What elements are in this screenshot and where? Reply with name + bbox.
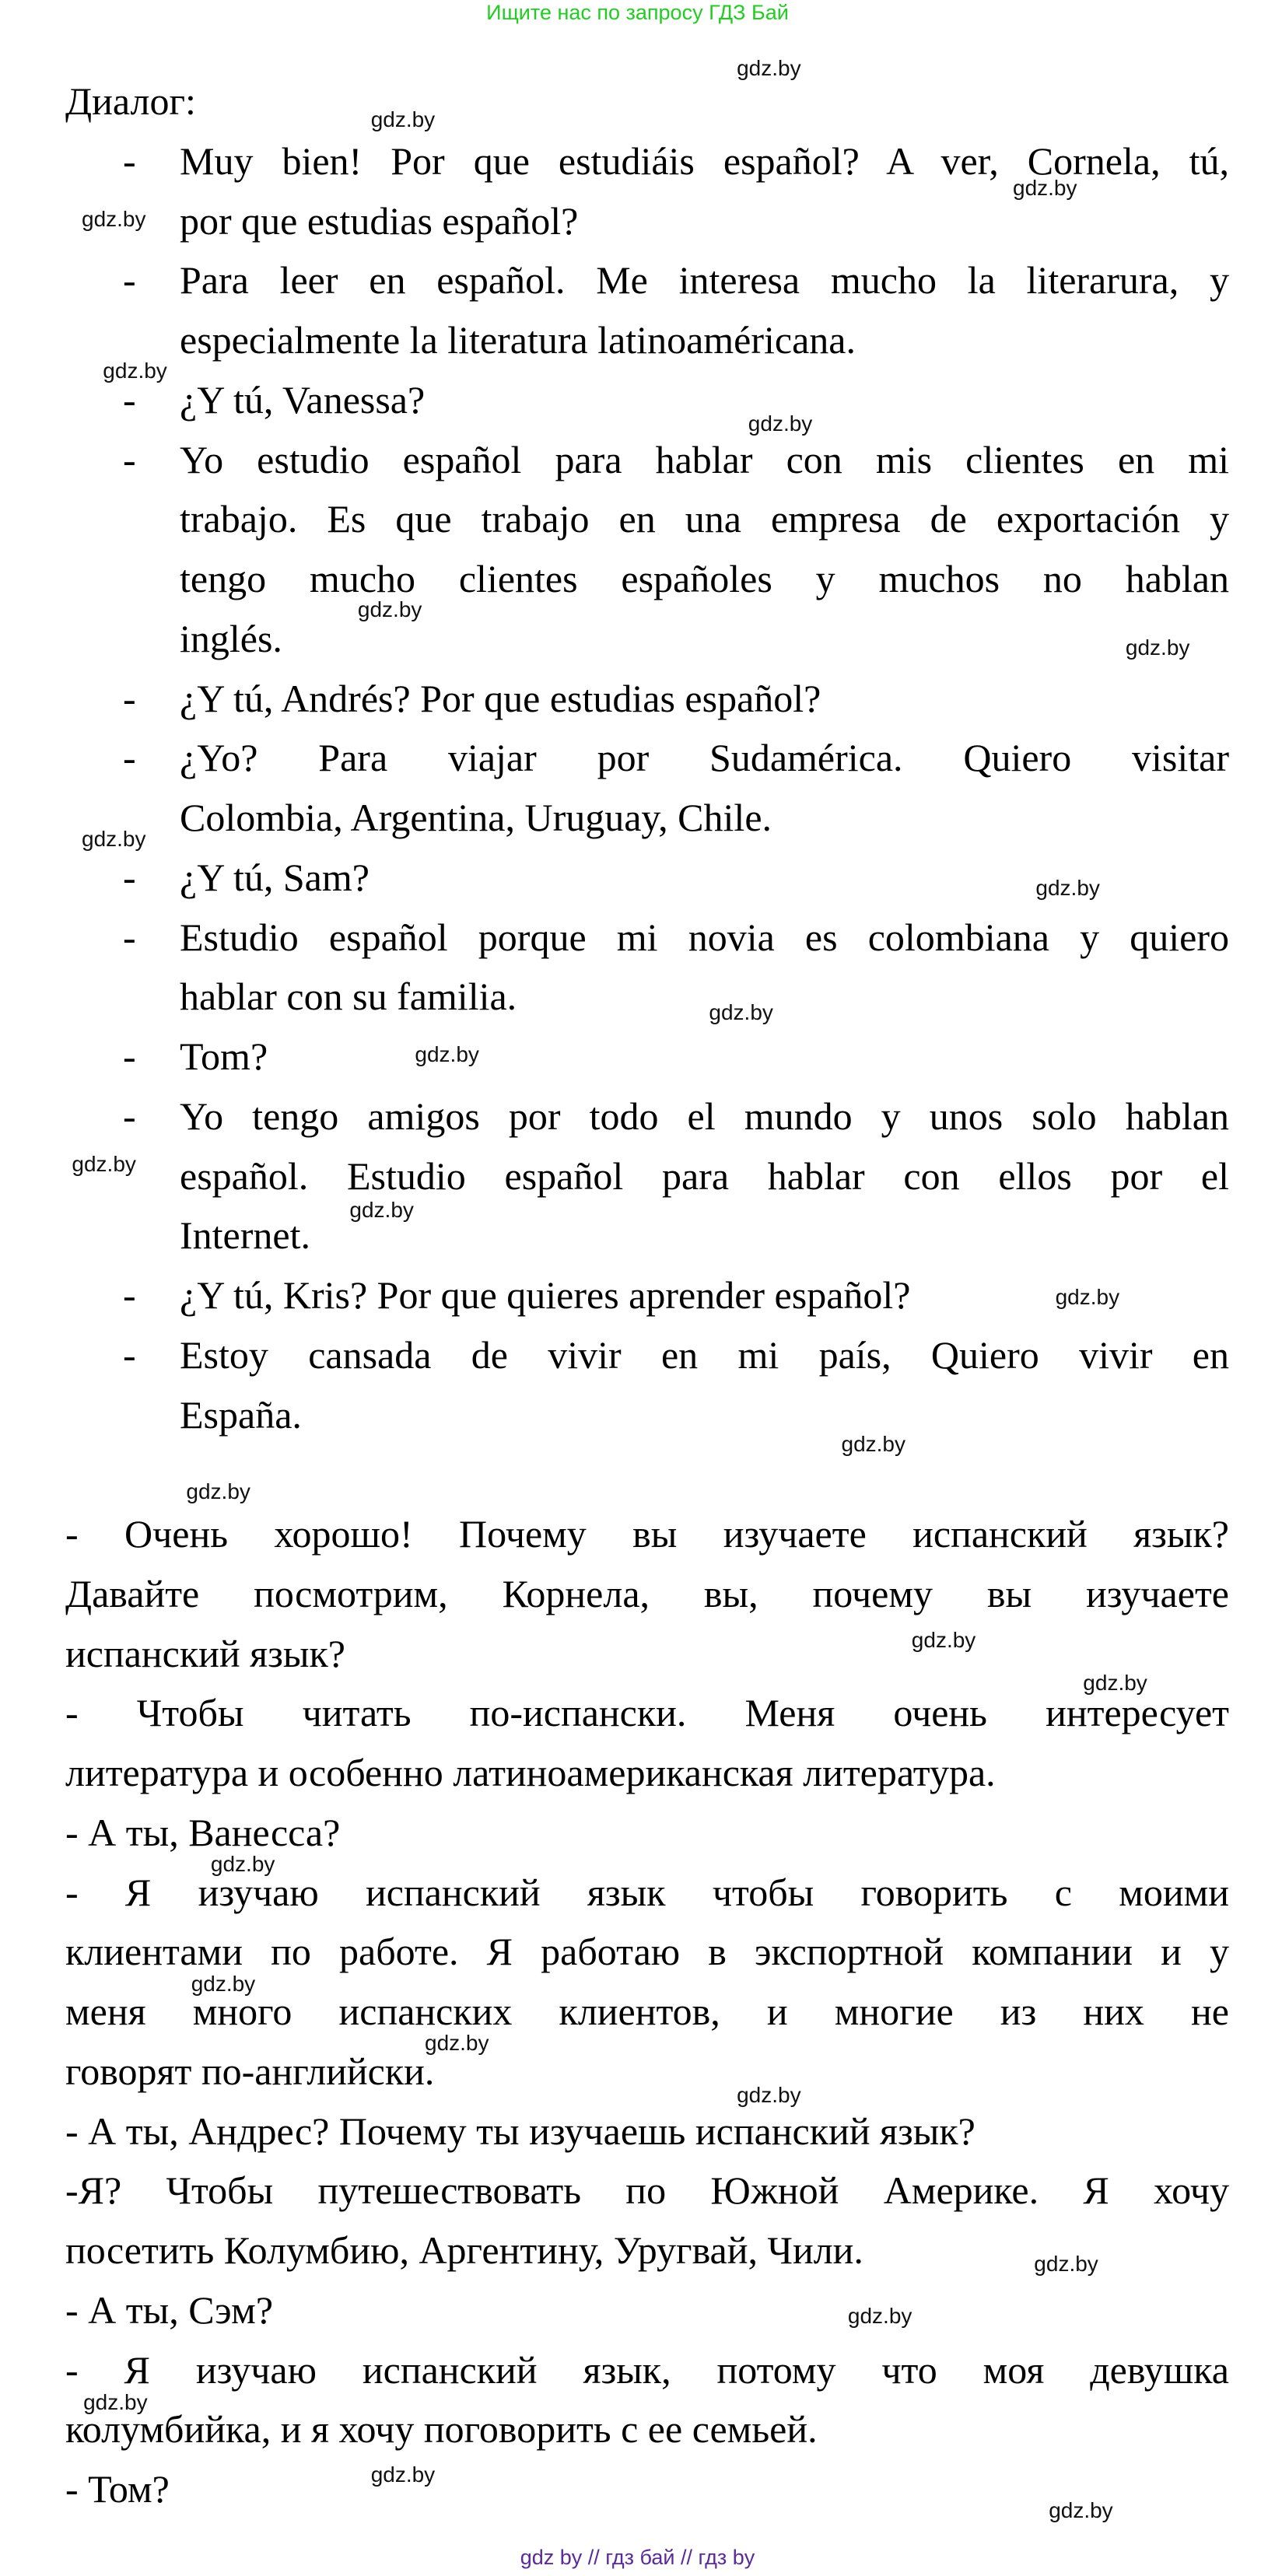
spanish-line: ¿Yo? Para viajar por Sudamérica. Quiero visitar — [180, 736, 1229, 780]
watermark-text: gdz.by — [370, 2462, 436, 2487]
spanish-line: hablar con su familia. — [180, 975, 517, 1019]
russian-line: - Я изучаю испанский язык, потому что моя девушка — [65, 2347, 1229, 2392]
watermark-text: gdz.by — [841, 1431, 905, 1456]
watermark-text: gdz.by — [1083, 1670, 1147, 1695]
russian-line: клиентами по работе. Я работаю в экспортной компании и у — [65, 1930, 1229, 1974]
spanish-line: por que estudias español? — [180, 198, 579, 243]
russian-line: - Я изучаю испанский язык чтобы говорить с моими — [65, 1870, 1229, 1914]
watermark-text: gdz.by — [847, 2303, 912, 2328]
watermark-text: gdz.by — [349, 1198, 414, 1223]
russian-line: колумбийка, и я хочу поговорить с ее семьей. — [65, 2407, 818, 2452]
russian-line: испанский язык? — [65, 1631, 345, 1675]
spanish-line: ¿Y tú, Kris? Por que quieres aprender español? — [180, 1273, 911, 1317]
watermark-text: gdz.by — [83, 2390, 148, 2415]
spanish-line: trabajo. Es que trabajo en una empresa de exportación y — [180, 497, 1229, 541]
spanish-line: Estoy cansada de vivir en mi país, Quiero vivir en — [180, 1332, 1229, 1377]
watermark-text: gdz.by — [82, 826, 146, 851]
spanish-line: Yo estudio español para hablar con mis clientes en mi — [180, 437, 1229, 481]
dialogue-dash: - — [123, 1332, 136, 1377]
russian-line: - Чтобы читать по-испански. Меня очень интересует — [65, 1691, 1229, 1735]
watermark-text: gdz.by — [748, 411, 813, 436]
spanish-line: Muy bien! Por que estudiáis español? A ver, Cornela, tú, — [180, 138, 1229, 183]
russian-line: посетить Колумбию, Аргентину, Уругвай, Чили. — [65, 2228, 863, 2272]
watermark-text: gdz.by — [1055, 1284, 1120, 1309]
russian-line: литература и особенно латиноамериканская литература. — [65, 1751, 996, 1794]
spanish-line: español. Estudio español para hablar con ellos por el — [180, 1153, 1229, 1198]
dialogue-dash: - — [123, 1273, 136, 1317]
search-banner[interactable]: Ищите нас по запросу ГДЗ Бай — [486, 1, 789, 24]
dialogue-dash: - — [123, 377, 136, 422]
dialogue-dash: - — [123, 138, 136, 183]
spanish-line: Tom? — [180, 1034, 268, 1078]
russian-line: - А ты, Ванесса? — [65, 1810, 341, 1854]
watermark-text: gdz.by — [1049, 2498, 1113, 2523]
dialogue-dash: - — [123, 437, 136, 481]
spanish-line: ¿Y tú, Andrés? Por que estudias español? — [180, 676, 821, 720]
russian-line: - А ты, Сэм? — [65, 2287, 274, 2332]
dialogue-dash: - — [123, 1094, 136, 1138]
spanish-line: Yo tengo amigos por todo el mundo y unos solo hablan — [180, 1094, 1229, 1138]
watermark-text: gdz.by — [425, 2030, 489, 2055]
dialogue-dash: - — [123, 915, 136, 959]
watermark-text: gdz.by — [737, 2082, 801, 2107]
footer-banner[interactable]: gdz by // гдз бай // гдз by — [520, 2546, 755, 2569]
spanish-line: inglés. — [180, 616, 282, 660]
russian-line: -Я? Чтобы путешествовать по Южной Америке. Я хочу — [65, 2168, 1229, 2213]
watermark-text: gdz.by — [737, 56, 801, 81]
watermark-text: gdz.by — [370, 107, 436, 131]
russian-line: - Том? — [65, 2467, 170, 2511]
watermark-text: gdz.by — [709, 999, 773, 1024]
watermark-text: gdz.by — [186, 1479, 250, 1503]
spanish-line: Para leer en español. Me interesa mucho la literarura, y — [180, 258, 1229, 303]
watermark-text: gdz.by — [415, 1042, 479, 1067]
watermark-text: gdz.by — [1125, 635, 1190, 660]
spanish-line: ¿Y tú, Vanessa? — [180, 377, 426, 422]
watermark-text: gdz.by — [191, 1971, 256, 1996]
dialogue-title: Диалог: — [65, 79, 196, 123]
spanish-line: tengo mucho clientes españoles y muchos no hablan — [180, 557, 1229, 600]
dialogue-dash: - — [123, 1034, 136, 1078]
spanish-line: Internet. — [180, 1213, 310, 1258]
watermark-text: gdz.by — [1035, 875, 1100, 900]
spanish-line: especialmente la literatura latinoaméricana. — [180, 318, 856, 362]
russian-line: - Очень хорошо! Почему вы изучаете испанский язык? — [65, 1512, 1229, 1556]
watermark-text: gdz.by — [1034, 2251, 1098, 2276]
russian-line: - А ты, Андрес? Почему ты изучаешь испанский язык? — [65, 2109, 976, 2153]
spanish-line: Estudio español porque mi novia es colombiana y quiero — [180, 915, 1229, 959]
russian-line: меня много испанских клиентов, и многие из них не — [65, 1990, 1229, 2033]
spanish-line: ¿Y tú, Sam? — [180, 855, 370, 899]
russian-line: говорят по-английски. — [65, 2049, 435, 2093]
dialogue-dash: - — [123, 258, 136, 303]
watermark-text: gdz.by — [911, 1628, 976, 1653]
dialogue-dash: - — [123, 855, 136, 899]
dialogue-dash: - — [123, 736, 136, 780]
watermark-text: gdz.by — [1013, 175, 1077, 200]
watermark-text: gdz.by — [210, 1852, 275, 1877]
dialogue-dash: - — [123, 676, 136, 720]
watermark-text: gdz.by — [82, 206, 146, 231]
spanish-line: España. — [180, 1392, 302, 1437]
russian-line: Давайте посмотрим, Корнела, вы, почему вы изучаете — [65, 1571, 1229, 1615]
watermark-text: gdz.by — [103, 359, 167, 383]
spanish-line: Colombia, Argentina, Uruguay, Chile. — [180, 796, 772, 839]
watermark-text: gdz.by — [72, 1152, 136, 1177]
watermark-text: gdz.by — [357, 597, 422, 622]
